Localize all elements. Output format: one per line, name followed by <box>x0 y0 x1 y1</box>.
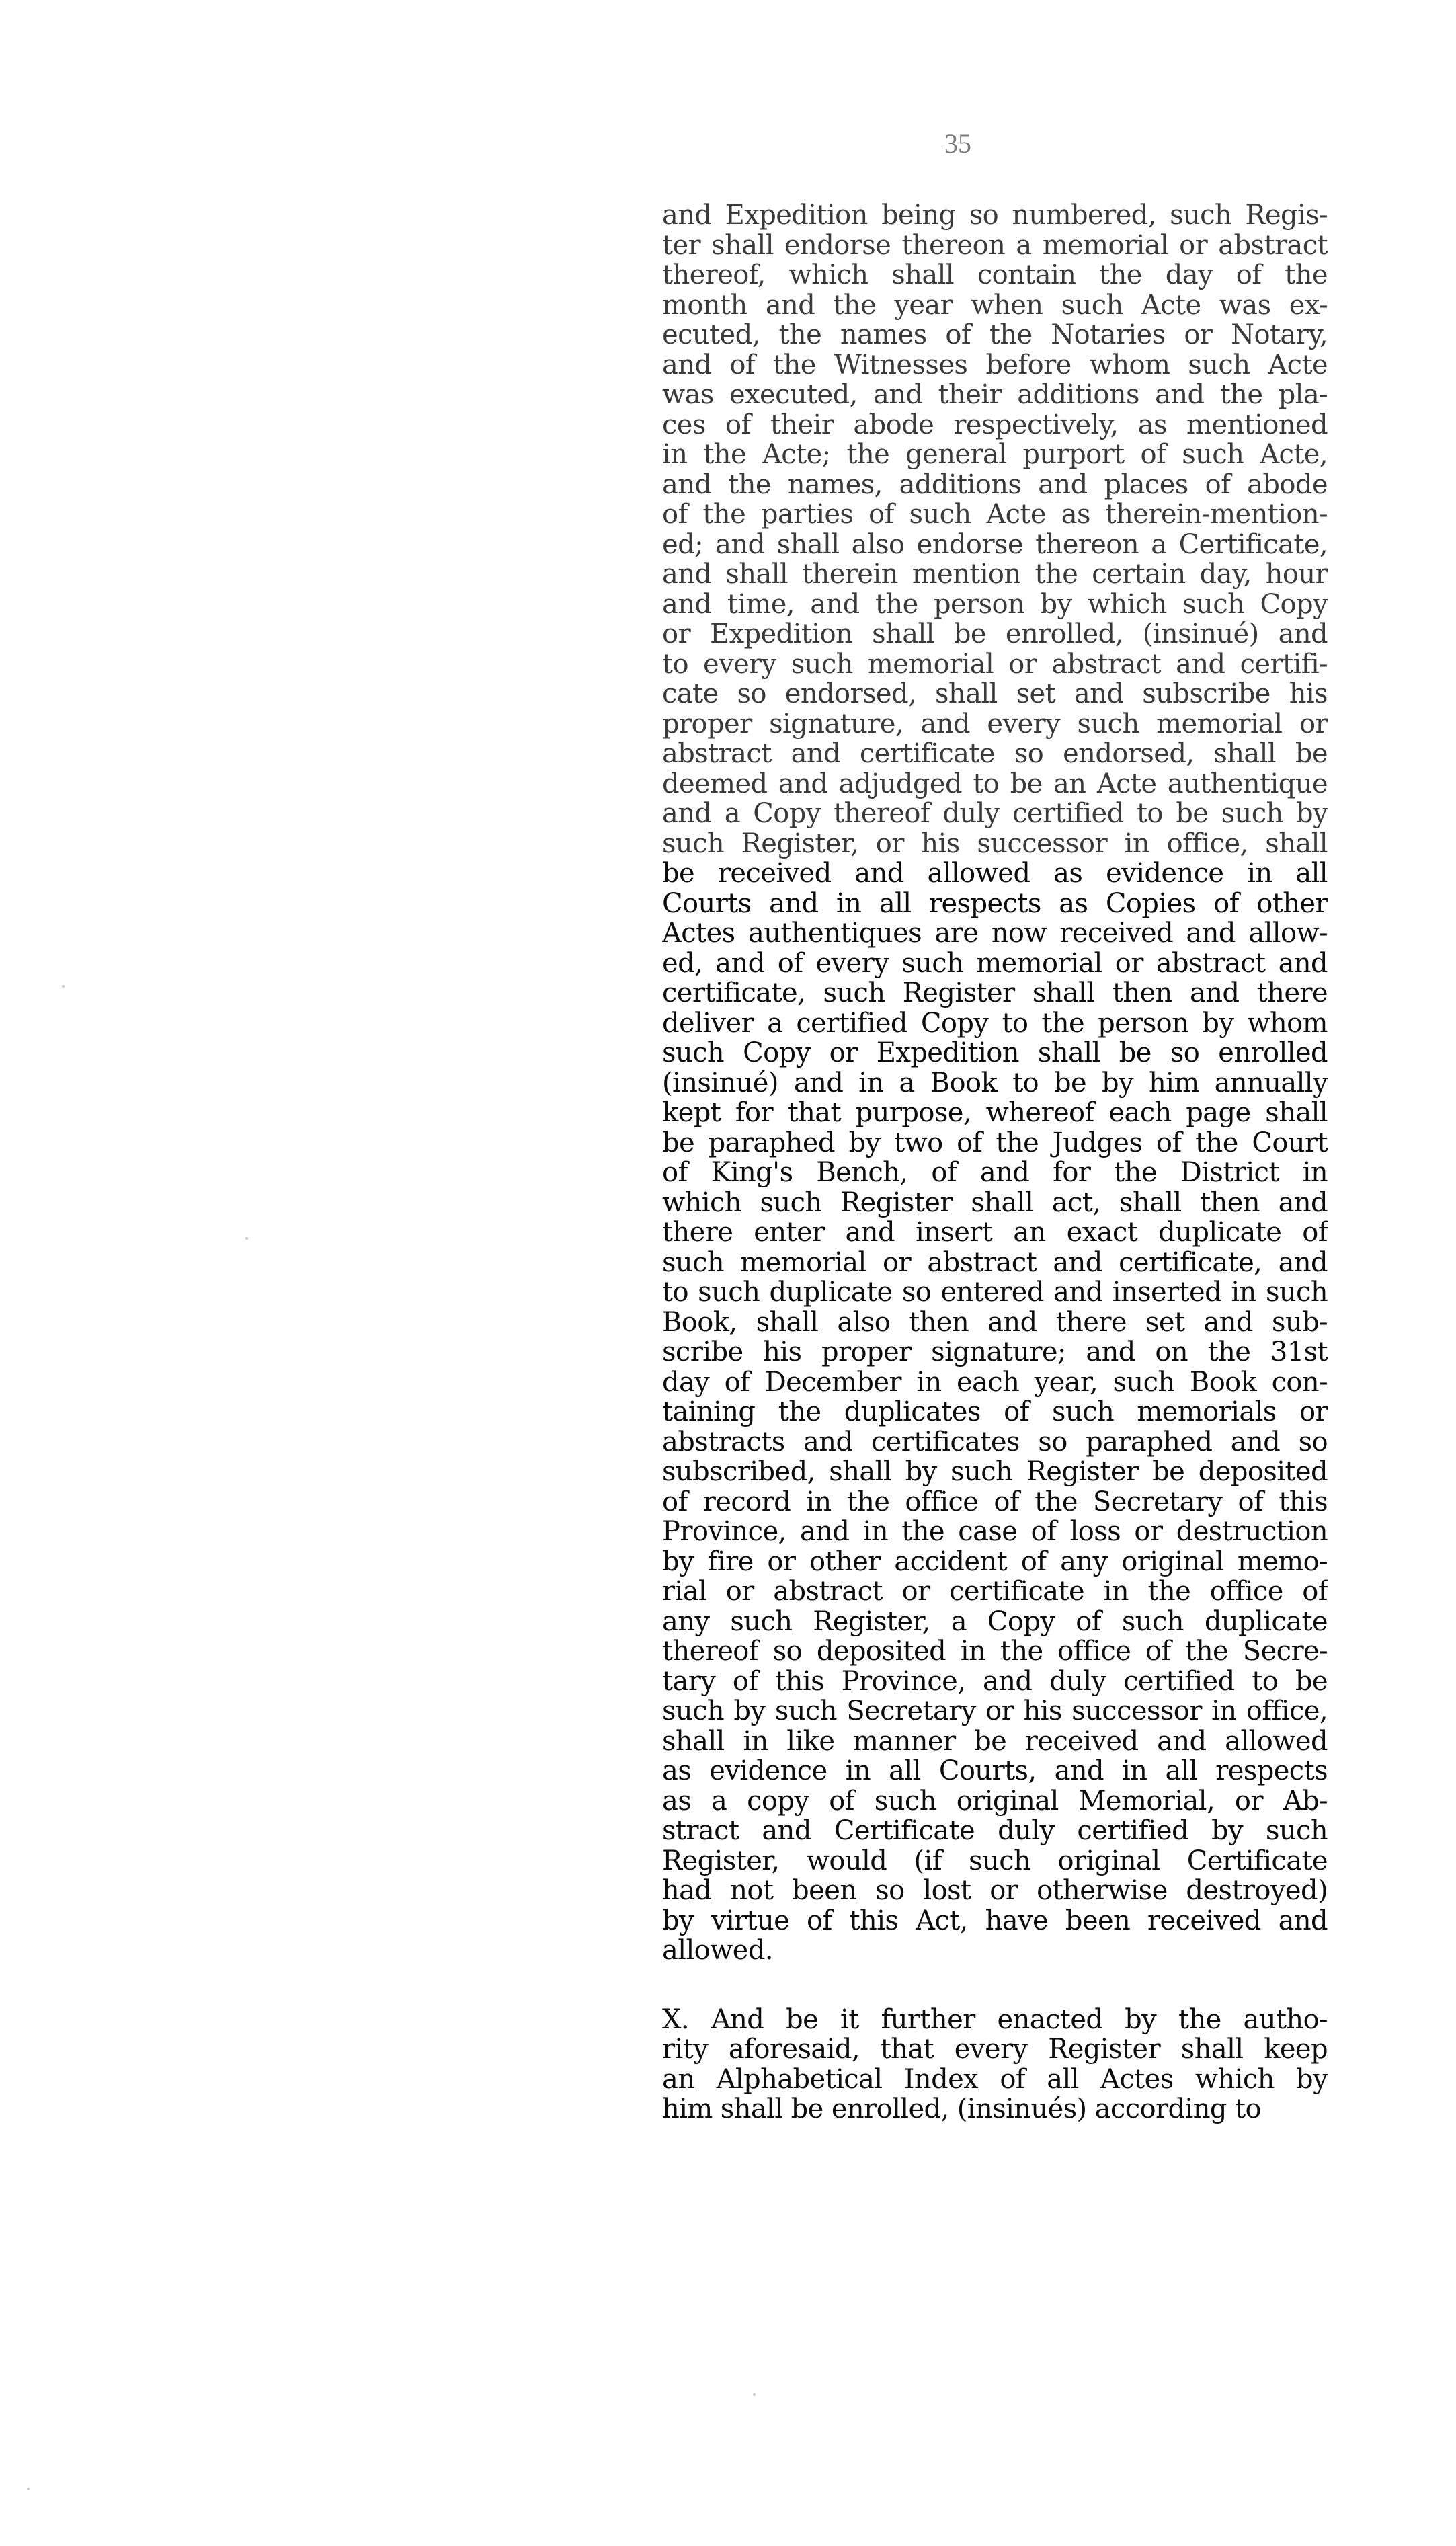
text-line: be received and allowed as evidence in all <box>662 859 1328 889</box>
text-line: rial or abstract or certificate in the office of <box>662 1577 1328 1607</box>
text-line: to such duplicate so entered and inserted in such <box>662 1277 1328 1308</box>
text-line: him shall be enrolled, (insinués) according to <box>662 2094 1261 2124</box>
text-line: and of the Witnesses before whom such Acte <box>662 350 1328 380</box>
text-line: ed; and shall also endorse thereon a Certificate, <box>662 529 1328 559</box>
text-line: rity aforesaid, that every Register shall keep <box>662 2034 1328 2065</box>
text-line: scribe his proper signature; and on the 31st <box>662 1337 1328 1367</box>
text-line: was executed, and their additions and the pla- <box>662 380 1328 410</box>
text-line: ter shall endorse thereon a memorial or abstract <box>662 230 1328 260</box>
text-line: certificate, such Register shall then and there <box>662 978 1328 1008</box>
text-line: by virtue of this Act, have been received and <box>662 1905 1328 1936</box>
paragraph-1 <box>662 200 1328 1966</box>
text-line: cate so endorsed, shall set and subscribe his <box>662 679 1328 709</box>
scan-speck <box>245 1237 248 1240</box>
text-line: as a copy of such original Memorial, or Ab- <box>662 1786 1328 1816</box>
text-line: as evidence in all Courts, and in all respects <box>662 1756 1328 1786</box>
text-line: such memorial or abstract and certificate, and <box>662 1247 1328 1277</box>
scan-speck <box>27 2488 30 2490</box>
text-line: allowed. <box>662 1936 773 1966</box>
text-line: and shall therein mention the certain day, hour <box>662 559 1328 590</box>
text-line: be paraphed by two of the Judges of the Court <box>662 1127 1328 1158</box>
text-line: ces of their abode respectively, as mentioned <box>662 409 1328 440</box>
text-line: such Copy or Expedition shall be so enrolled <box>662 1038 1328 1068</box>
text-line: Courts and in all respects as Copies of other <box>662 888 1328 918</box>
text-line: and the names, additions and places of abode <box>662 469 1328 500</box>
text-line: deliver a certified Copy to the person by whom <box>662 1008 1328 1038</box>
text-line: Book, shall also then and there set and sub- <box>662 1307 1328 1337</box>
scan-speck <box>62 985 65 988</box>
text-line: or Expedition shall be enrolled, (insinué) and <box>662 619 1328 649</box>
text-line: deemed and adjudged to be an Acte authentique <box>662 768 1328 799</box>
text-column <box>662 200 1328 2124</box>
text-line: to every such memorial or abstract and certifi- <box>662 649 1328 679</box>
text-line: abstract and certificate so endorsed, shall be <box>662 739 1328 769</box>
text-line: stract and Certificate duly certified by such <box>662 1816 1328 1846</box>
text-line: thereof so deposited in the office of the Secre- <box>662 1636 1328 1667</box>
text-line: in the Acte; the general purport of such Acte, <box>662 440 1328 470</box>
text-line: thereof, which shall contain the day of the <box>662 260 1328 290</box>
text-line: taining the duplicates of such memorials or <box>662 1397 1328 1427</box>
text-line: of record in the office of the Secretary of this <box>662 1486 1328 1517</box>
text-line: an Alphabetical Index of all Actes which by <box>662 2064 1328 2094</box>
text-line: of the parties of such Acte as therein-mention- <box>662 500 1328 530</box>
text-line: had not been so lost or otherwise destroyed) <box>662 1876 1328 1906</box>
page-number: 35 <box>944 128 971 159</box>
text-line: subscribed, shall by such Register be deposited <box>662 1457 1328 1487</box>
paragraph-gap <box>662 1966 1328 2005</box>
text-line: (insinué) and in a Book to be by him annually <box>662 1068 1328 1098</box>
text-line: ed, and of every such memorial or abstract and <box>662 948 1328 978</box>
text-line: and time, and the person by which such Copy <box>662 589 1328 619</box>
text-line: which such Register shall act, shall then and <box>662 1187 1328 1218</box>
text-line: such by such Secretary or his successor in office, <box>662 1696 1328 1726</box>
paragraph-2 <box>662 2005 1328 2124</box>
text-line: proper signature, and every such memorial or <box>662 709 1328 739</box>
text-line: tary of this Province, and duly certified to be <box>662 1666 1328 1696</box>
text-line: shall in like manner be received and allowed <box>662 1726 1328 1756</box>
text-line: Register, would (if such original Certificate <box>662 1845 1328 1876</box>
text-line: month and the year when such Acte was ex- <box>662 290 1328 320</box>
text-line: there enter and insert an exact duplicate of <box>662 1218 1328 1248</box>
text-line: Actes authentiques are now received and allow- <box>662 918 1328 949</box>
text-line: Province, and in the case of loss or destruction <box>662 1517 1328 1547</box>
text-line: and a Copy thereof duly certified to be such by <box>662 799 1328 829</box>
text-line: abstracts and certificates so paraphed and so <box>662 1427 1328 1457</box>
text-line: day of December in each year, such Book con- <box>662 1367 1328 1397</box>
scan-speck <box>753 2393 756 2396</box>
text-line: ecuted, the names of the Notaries or Notary, <box>662 320 1328 350</box>
text-line: by fire or other accident of any original memo- <box>662 1546 1328 1577</box>
text-line: kept for that purpose, whereof each page shall <box>662 1098 1328 1128</box>
text-line: X. And be it further enacted by the autho- <box>662 2004 1328 2034</box>
text-line: such Register, or his successor in office, shall <box>662 828 1328 859</box>
text-line: any such Register, a Copy of such duplicate <box>662 1606 1328 1636</box>
text-line: of King's Bench, of and for the District in <box>662 1158 1328 1188</box>
text-line: and Expedition being so numbered, such Regis- <box>662 200 1328 231</box>
